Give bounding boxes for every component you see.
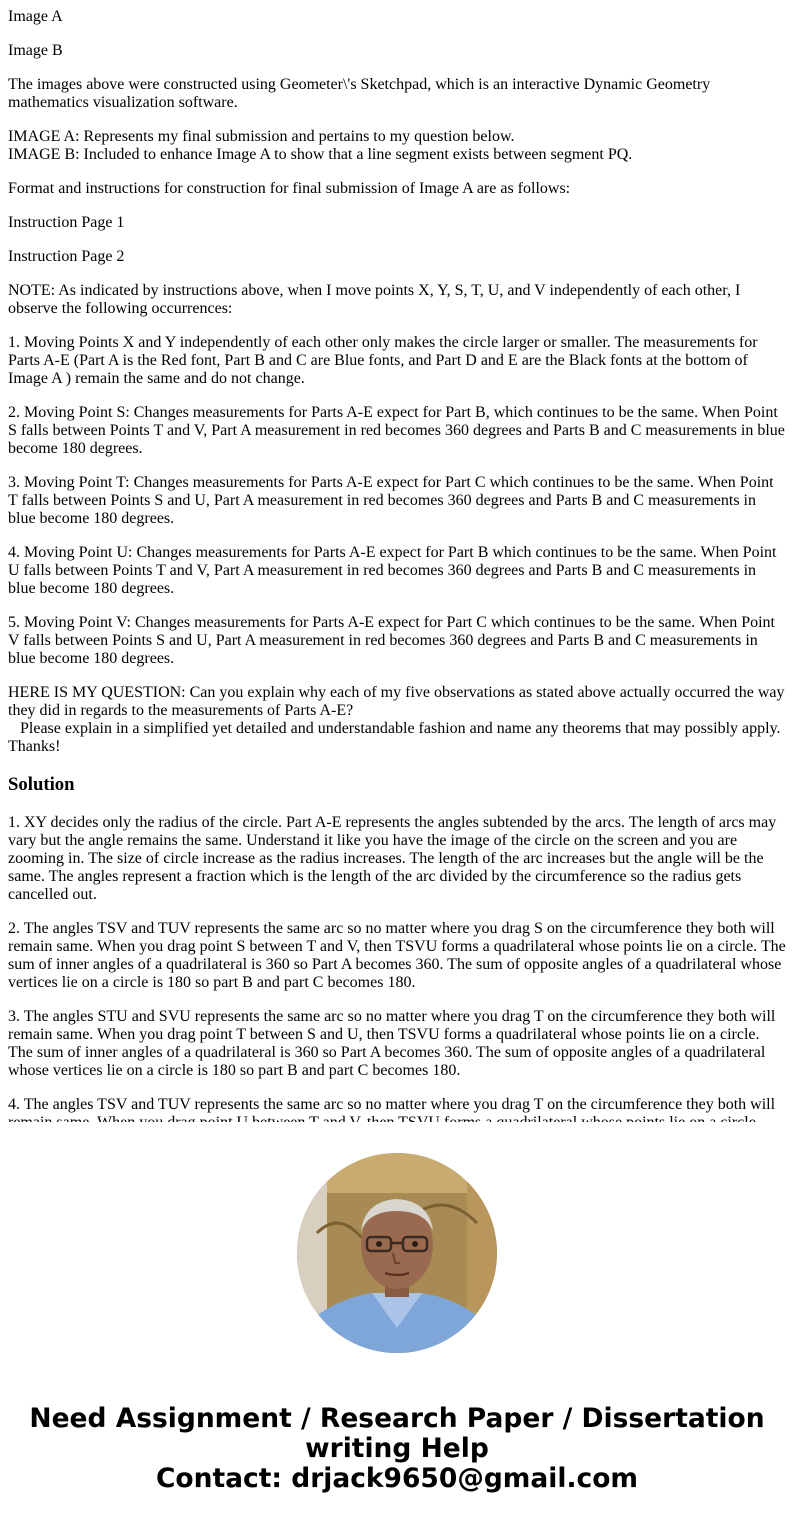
solution-heading: Solution xyxy=(8,774,75,795)
image-b-label: Image B xyxy=(8,42,63,59)
note-paragraph: NOTE: As indicated by instructions above, when I move points X, Y, S, T, U, and V independently of each other, I observe the following occurrences: xyxy=(8,282,741,317)
solution-2: 2. The angles TSV and TUV represents the same arc so no matter where you drag S on the circumference they both will remain same. When you drag point S between T and V, then TSVU forms a quadrilateral whose points lie on a circle. The sum of inner angles of a quadrilateral is 360 so Part A becomes 360. The sum of opposite angles of a quadrilateral whose vertices lie on a circle is 180 so part B and part C becomes 180. xyxy=(8,920,786,991)
solution-1: 1. XY decides only the radius of the circle. Part A-E represents the angles subtended by the arcs. The length of arcs may vary but the angle remains the same. Understand it like you have the image of the circle on the screen and you are zooming in. The size of circle increase as the radius increases. The length of the arc increases but the angle will be the same. The angles represent a fraction which is the length of the arc divided by the circumference so the radius gets cancelled out. xyxy=(8,814,777,903)
solution-3: 3. The angles STU and SVU represents the same arc so no matter where you drag T on the circumference they both will remain same. When you drag point T between S and U, then TSVU forms a quadrilateral whose points lie on a circle. The sum of inner angles of a quadrilateral is 360 so Part A becomes 360. The sum of opposite angles of a quadrilateral whose vertices lie on a circle is 180 so part B and part C becomes 180. xyxy=(8,1008,776,1079)
observation-3: 3. Moving Point T: Changes measurements for Parts A-E expect for Part C which continues to be the same. When Point T falls between Points S and U, Part A measurement in red becomes 360 degrees and Parts B and C measurements in blue become 180 degrees. xyxy=(8,474,774,527)
question-text: HERE IS MY QUESTION: Can you explain why each of my five observations as stated above actually occurred the way they did in regards to the measurements of Parts A-E? xyxy=(8,684,785,719)
observation-5: 5. Moving Point V: Changes measurements for Parts A-E expect for Part C which continues to be the same. When Point V falls between Points S and U, Part A measurement in red becomes 360 degrees and Parts B and C measurements in blue become 180 degrees. xyxy=(8,614,775,667)
question-paragraph xyxy=(8,684,786,756)
callout-line-2: writing Help xyxy=(305,1433,489,1464)
callout-line-1: Need Assignment / Research Paper / Dissertation xyxy=(29,1403,765,1434)
image-descriptions xyxy=(8,128,786,164)
intro-paragraph: The images above were constructed using Geometer\'s Sketchpad, which is an interactive Dynamic Geometry mathematics visualization software. xyxy=(8,76,711,111)
observation-1: 1. Moving Points X and Y independently of each other only makes the circle larger or smaller. The measurements for Parts A-E (Part A is the Red font, Part B and C are Blue fonts, and Part D and E are the Black fonts at the bottom of Image A ) remain the same and do not change. xyxy=(8,334,758,387)
observation-4: 4. Moving Point U: Changes measurements for Parts A-E expect for Part B which continues to be the same. When Point U falls between Points T and V, Part A measurement in red becomes 360 degrees and Parts B and C measurements in blue become 180 degrees. xyxy=(8,544,777,597)
solution-4: 4. The angles TSV and TUV represents the same arc so no matter where you drag T on the circumference they both will xyxy=(8,1096,776,1113)
person-photo-icon xyxy=(297,1153,497,1353)
promo-banner xyxy=(0,1122,794,1523)
callout-line-3: Contact: drjack9650@gmail.com xyxy=(155,1463,639,1494)
format-intro: Format and instructions for construction for final submission of Image A are as follows: xyxy=(8,180,571,197)
image-a-description: IMAGE A: Represents my final submission and pertains to my question below. xyxy=(8,128,515,145)
observation-2: 2. Moving Point S: Changes measurements for Parts A-E expect for Part B, which continues to be the same. When Point S falls between Points T and V, Part A measurement in red becomes 360 degrees and Parts B and C measurements in blue become 180 degrees. xyxy=(8,404,785,457)
contact-callout xyxy=(0,1404,794,1494)
image-b-description: IMAGE B: Included to enhance Image A to show that a line segment exists between segment PQ. xyxy=(8,146,633,163)
instruction-page-2-label: Instruction Page 2 xyxy=(8,248,125,265)
image-a-label: Image A xyxy=(8,8,63,25)
question-followup: Please explain in a simplified yet detailed and understandable fashion and name any theorems that may possibly apply. Thanks! xyxy=(8,720,781,755)
avatar xyxy=(297,1153,497,1353)
instruction-page-1-label: Instruction Page 1 xyxy=(8,214,125,231)
document-body xyxy=(8,0,786,1122)
